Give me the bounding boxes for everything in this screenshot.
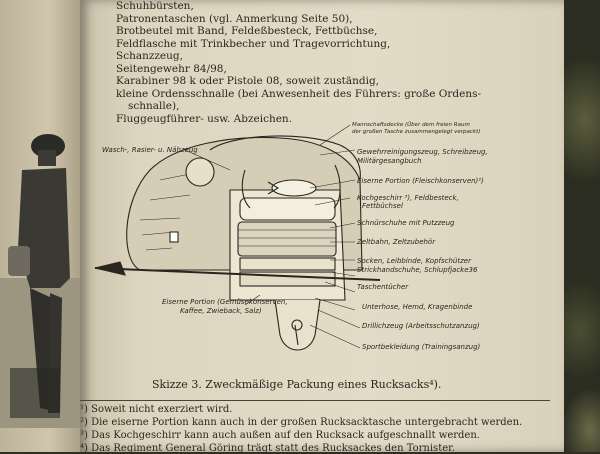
list-item: Karabiner 98 k oder Pistole 08, soweit zuständig, [116,75,379,87]
list-item: Brotbeutel mit Band, Feldeßbesteck, Fettbüchse, [116,25,378,37]
label-taschentuecher: Taschentücher [357,283,409,291]
label-sport: Sportbekleidung (Trainingsanzug) [362,343,481,351]
label-drillich: Drillichzeug (Arbeitsschutzanzug) [362,322,480,330]
label-gewehr: Gewehrreinigungszeug, Schreibzeug, [357,148,488,156]
label-mannschaftsdecke: Mannschaftsdecke (Über dem freien Raum [352,122,470,128]
list-item: Feldflasche mit Trinkbecher und Tragevorrichtung, [116,37,391,50]
label-eiserne-portion-left: Eiserne Portion (Gemüsekonserven, [162,298,288,306]
list-item: Seitengewehr 84/98, [116,62,227,75]
list-item: Schanzzeug, [116,50,183,62]
list-item: Patronentaschen (vgl. Anmerkung Seite 50), [116,12,353,25]
footnote: ¹) Soweit nicht exerziert wird. [80,404,233,415]
label-mannschaftsdecke-2: der großen Tasche zusammengelegt verpackt) [352,129,481,135]
list-item: Schuhbürsten, [116,0,194,12]
label-eiserne-portion-left-2: Kaffee, Zwieback, Salz) [180,307,262,315]
left-page [0,0,82,452]
label-eiserne-portion-top: Eiserne Portion (Fleischkonserven)²) [357,177,484,185]
label-schnuerschuhe: Schnürschuhe mit Putzzeug [357,219,455,227]
label-zeltbahn: Zeltbahn, Zeltzubehör [357,238,436,246]
footnote: ⁴) Das Regiment General Göring trägt statt des Rucksackes den Tornister. [80,443,455,454]
label-gewehr-2: Militärgesangbuch [357,157,422,165]
equipment-list [116,0,481,125]
soldier-photo [0,128,82,428]
footnote: ³) Das Kochgeschirr kann auch außen auf den Rucksack aufgeschnallt werden. [80,430,480,441]
list-item: Fluggeugführer- usw. Abzeichen. [116,112,293,125]
footnote-rule [80,400,550,401]
figure-caption: Skizze 3. Zweckmäßige Packung eines Rucksacks⁴). [152,378,442,391]
label-strick: Strickhandschuhe, Schlupfjacke36 [357,266,478,274]
label-socken: Socken, Leibbinde, Kopfschützer [357,257,471,265]
list-item: schnalle), [128,100,180,112]
label-unterhose: Unterhose, Hemd, Kragenbinde [362,303,473,311]
label-kochgeschirr: Kochgeschirr ³), Feldbesteck, [357,194,459,202]
label-kochgeschirr-2: Fettbüchsel [362,202,403,210]
book-page [80,0,564,452]
list-item: kleine Ordensschnalle (bei Anwesenheit des Führers: große Ordens- [116,87,482,100]
label-wasch: Wasch-, Rasier- u. Nähzeug [102,146,198,154]
footnote: ²) Die eiserne Portion kann auch in der großen Rucksacktasche untergebracht werden. [80,417,523,428]
